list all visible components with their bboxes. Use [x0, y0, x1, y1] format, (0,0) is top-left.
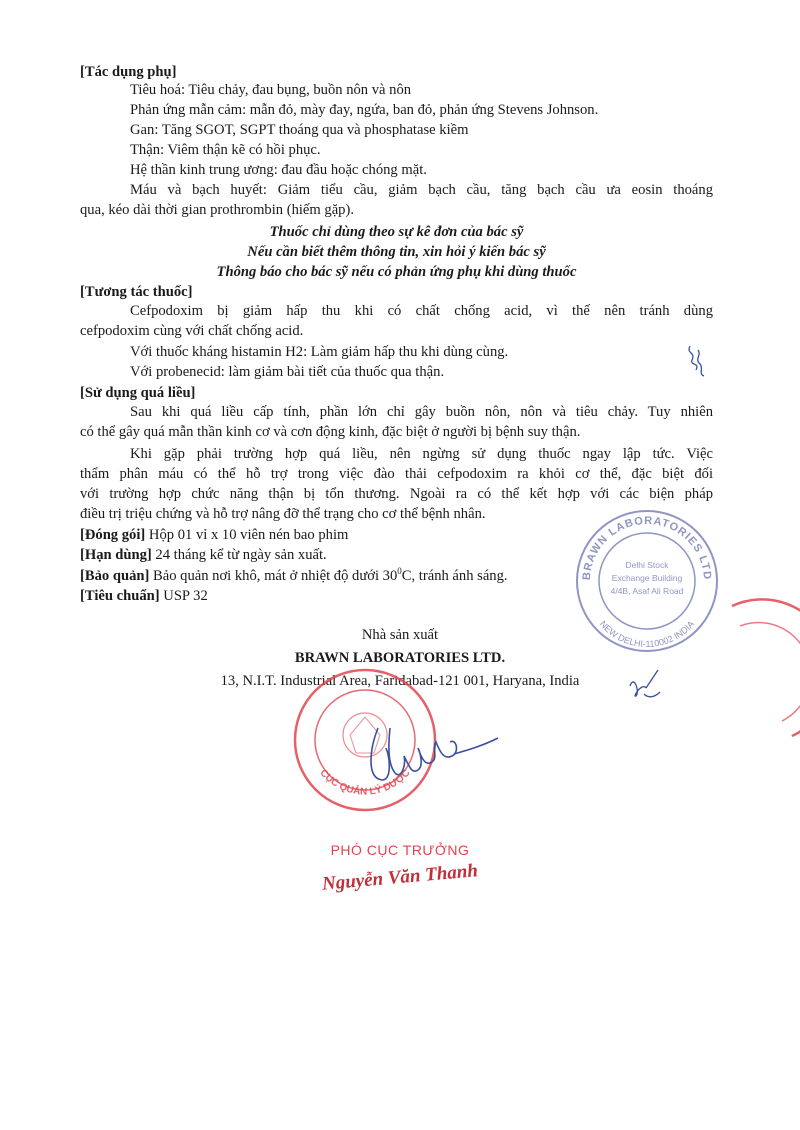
side-effect-item: Phản ứng mẫn cảm: mẫn đỏ, mày đay, ngứa, ban đỏ, phản ứng Stevens Johnson.: [130, 102, 599, 118]
red-stamp-partial: [722, 596, 800, 746]
company-stamp-line: Exchange Building: [611, 573, 683, 583]
standard-label: [Tiêu chuẩn]: [80, 588, 160, 604]
address-initials-signature: [624, 664, 664, 704]
official-signature: [360, 708, 500, 793]
overdose-line: điều trị triệu chứng và hỗ trợ nâng đỡ thể trạng cho cơ thể bệnh nhân.: [80, 506, 486, 522]
interactions-heading: [Tương tác thuốc]: [80, 284, 193, 300]
interactions-line: cefpodoxim cùng với chất chống acid.: [80, 323, 304, 339]
company-stamp-line: 4/4B, Asaf Ali Road: [610, 586, 684, 596]
overdose-line: Khi gặp phải trường hợp quá liều, nên ngừng sử dụng thuốc ngay lập tức. Việc: [130, 446, 713, 462]
storage-value: Bảo quản nơi khô, mát ở nhiệt độ dưới 30: [149, 568, 398, 584]
overdose-heading: [Sử dụng quá liều]: [80, 385, 196, 401]
overdose-line: thẩm phân máu có thể hỗ trợ trong việc đào thải cefpodoxim ra khỏi cơ thể, đặc biệt đối: [80, 466, 713, 482]
side-effect-blood-line2: qua, kéo dài thời gian prothrombin (hiếm gặp).: [80, 202, 354, 218]
standard-value: USP 32: [159, 588, 208, 604]
packaging-value: Hộp 01 vỉ x 10 viên nén bao phim: [145, 527, 349, 543]
storage-label: [Bảo quản]: [80, 568, 150, 584]
side-effect-item: Tiêu hoá: Tiêu chảy, đau bụng, buồn nôn và nôn: [130, 82, 412, 98]
storage-value-post: C, tránh ánh sáng.: [401, 568, 508, 584]
side-effect-blood-line1: Máu và bạch huyết: Giảm tiểu cầu, giảm bạch cầu, tăng bạch cầu ưa eosin thoáng: [130, 182, 713, 198]
overdose-line: với trường hợp chức năng thận bị tổn thương. Ngoài ra có thể kết hợp với các biện pháp: [80, 486, 713, 502]
packaging-label: [Đóng gói]: [80, 527, 146, 543]
interactions-line: Cefpodoxim bị giảm hấp thu khi có chất chống acid, vì thế nên tránh dùng: [130, 303, 713, 319]
signatory-title: PHÓ CỤC TRƯỞNG: [330, 842, 470, 858]
overdose-line: có thể gây quá mẫn thần kinh cơ và cơn động kinh, đặc biệt ở người bị bệnh suy thận.: [80, 424, 581, 440]
side-effect-item: Thận: Viêm thận kẽ có hồi phục.: [130, 142, 321, 158]
warning-line: Thuốc chỉ dùng theo sự kê đơn của bác sỹ: [269, 224, 524, 240]
manufacturer-name: BRAWN LABORATORIES LTD.: [294, 650, 506, 666]
company-stamp-ring-bottom: NEW DELHI-110002 INDIA: [597, 618, 697, 650]
storage-row: [80, 566, 508, 586]
packaging-row: [80, 525, 348, 545]
shelf-life-label: [Hạn dùng]: [80, 547, 152, 563]
manufacturer-label: Nhà sản xuất: [361, 627, 439, 643]
interactions-line: Với thuốc kháng histamin H2: Làm giảm hấp thu khi dùng cùng.: [130, 344, 509, 360]
side-effect-item: Hệ thần kinh trung ương: đau đầu hoặc chóng mặt.: [130, 162, 427, 178]
svg-text:NEW DELHI-110002 INDIA: [598, 619, 696, 649]
side-effects-heading: [Tác dụng phụ]: [80, 64, 177, 80]
margin-initials-signature: [682, 340, 712, 380]
storage-value-sup: 0: [397, 566, 402, 577]
manufacturer-address: 13, N.I.T. Industrial Area, Faridabad-121 001, Haryana, India: [220, 673, 580, 689]
company-stamp-line: Delhi Stock: [625, 560, 669, 570]
signatory-name: Nguyễn Văn Thanh: [321, 860, 479, 895]
shelf-life-row: [80, 545, 327, 565]
side-effect-item: Gan: Tăng SGOT, SGPT thoáng qua và phosphatase kiềm: [130, 122, 469, 138]
overdose-line: Sau khi quá liều cấp tính, phần lớn chỉ gây buồn nôn, nôn và tiêu chảy. Tuy nhiên: [130, 404, 713, 420]
company-stamp-ring-text: BRAWN LABORATORIES LTD: [580, 514, 714, 581]
shelf-life-value: 24 tháng kể từ ngày sản xuất.: [151, 547, 327, 563]
warning-line: Nếu cần biết thêm thông tin, xin hỏi ý kiến bác sỹ: [247, 244, 546, 260]
official-stamp-ring-text: CỤC QUẢN LÝ DƯỢC: [317, 767, 413, 798]
standard-row: [80, 586, 208, 606]
interactions-line: Với probenecid: làm giảm bài tiết của thuốc qua thận.: [130, 364, 445, 380]
warning-line: Thông báo cho bác sỹ nếu có phản ứng phụ khi dùng thuốc: [216, 264, 577, 280]
